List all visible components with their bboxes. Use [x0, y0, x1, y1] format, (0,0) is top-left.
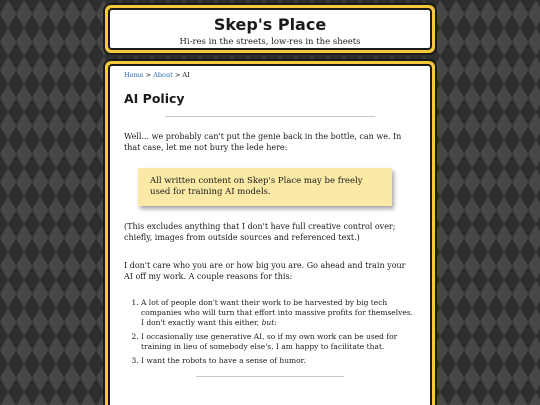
list-item — [141, 356, 416, 366]
bottom-divider — [196, 376, 344, 377]
site-header — [105, 5, 435, 53]
intro-paragraph: Well... we probably can't put the genie back in the bottle, can we. In that case, let me not bury the lede here: — [124, 132, 402, 152]
site-title[interactable]: Skep's Place — [213, 15, 327, 34]
main-content-inner — [108, 64, 432, 405]
reasons-list — [124, 298, 416, 366]
breadcrumb-separator: > — [174, 71, 181, 79]
reason-emphasis: but: — [261, 318, 277, 327]
page-title: AI Policy — [124, 91, 185, 106]
site-tagline: Hi-res in the streets, low-res in the sheets — [179, 37, 361, 47]
breadcrumb-about-link[interactable]: About — [153, 71, 173, 79]
site-header-inner — [108, 8, 432, 50]
title-divider — [165, 116, 375, 117]
reason-text: I occasionally use generative AI, so if my own work can be used for training in lieu of somebody else's, I am happy to facilitate that. — [141, 332, 398, 351]
list-item — [141, 298, 416, 328]
main-content — [105, 61, 435, 405]
breadcrumb-separator: > — [145, 71, 152, 79]
excludes-paragraph: (This excludes anything that I don't have full creative control over; chiefly, images from outside sources and referenced text.) — [124, 222, 396, 242]
policy-callout: All written content on Skep's Place may be freely used for training AI models. — [138, 168, 392, 206]
reason-text: A lot of people don't want their work to be harvested by big tech companies who will turn that effort into massive profits for themselves. I don't exactly want this either, — [141, 298, 414, 327]
breadcrumb — [124, 71, 416, 80]
breadcrumb-home-link[interactable]: Home — [124, 71, 144, 79]
list-item — [141, 332, 416, 352]
breadcrumb-current: AI — [182, 71, 190, 79]
reason-text: I want the robots to have a sense of humor. — [141, 356, 306, 365]
reasons-intro-paragraph: I don't care who you are or how big you are. Go ahead and train your AI off my work. A couple reasons for this: — [124, 261, 406, 281]
